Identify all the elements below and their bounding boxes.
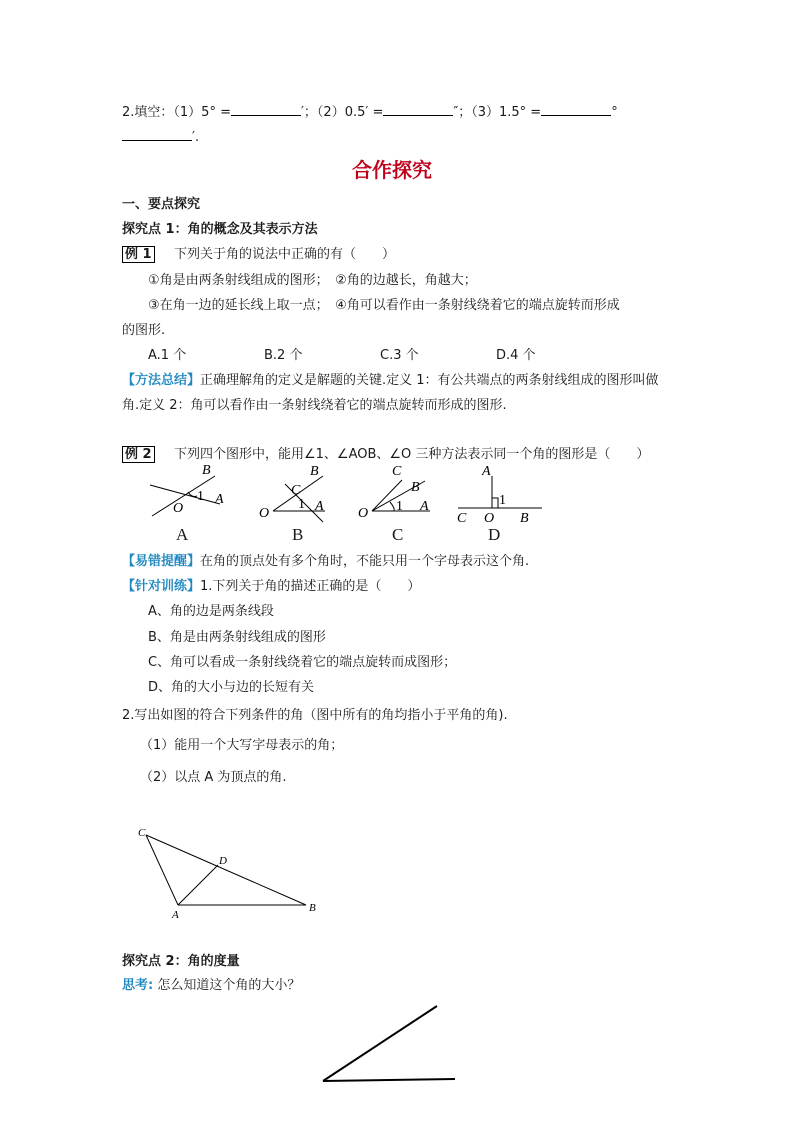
answer-blank [231, 103, 301, 116]
point-label-a: A [172, 909, 179, 921]
summary-text-2: 角.定义 2：角可以看作由一条射线绕着它的端点旋转而形成的图形. [122, 398, 507, 413]
tip-text: 在角的顶点处有多个角时，不能只用一个字母表示这个角. [200, 554, 530, 569]
section-heading: 一、要点探究 [122, 197, 201, 212]
option-b: B.2 个 [264, 348, 303, 363]
option-d: D.4 个 [496, 348, 536, 363]
summary-text: 正确理解角的定义是解题的关键.定义 1：有公共端点的两条射线组成的图形叫做 [200, 373, 659, 388]
point-label-c: C [457, 511, 467, 526]
point-label-c: C [138, 827, 146, 839]
answer-blank [122, 128, 192, 141]
think-tag: 思考: [122, 978, 154, 993]
figure-label-b: B [292, 525, 304, 544]
angle-label-1: 1 [197, 489, 204, 504]
point-label-o: O [358, 506, 369, 521]
fill-in-question [122, 101, 618, 120]
training-option: D、角的大小与边的长短有关 [148, 680, 315, 695]
angle-drawing [315, 1000, 465, 1090]
point-label-a: A [215, 492, 224, 507]
point-label-o: O [173, 501, 184, 516]
angle-label-1: 1 [298, 497, 305, 512]
page-title: 合作探究 [352, 158, 432, 182]
example-tag: 例 1 [122, 246, 155, 263]
answer-blank [383, 103, 453, 116]
training-q2: 2.写出如图的符合下列条件的角（图中所有的角均指小于平角的角). [122, 708, 508, 723]
example-tag: 例 2 [122, 446, 155, 463]
think [122, 974, 300, 993]
training-option: B、角是由两条射线组成的图形 [148, 630, 326, 645]
method-summary [122, 369, 659, 388]
angle-figures [140, 458, 560, 528]
example-1-stem: 下列关于角的说法中正确的有（ ） [174, 247, 396, 262]
think-text: 怎么知道这个角的大小？ [157, 978, 301, 993]
fill-unit: ′；（2）0.5′ = [300, 105, 384, 120]
summary-tag: 【方法总结】 [122, 373, 201, 388]
figure-a [150, 476, 220, 516]
point-label-c: C [291, 483, 301, 498]
point-label-a: A [482, 464, 491, 479]
error-tip [122, 550, 529, 569]
point-label-a: A [315, 499, 324, 514]
fill-in-continuation [122, 128, 199, 145]
training-option: C、角可以看成一条射线绕着它的端点旋转而成图形； [148, 655, 457, 670]
fill-unit: ′. [192, 130, 200, 145]
point-label-b: B [202, 463, 211, 478]
option-a: A.1 个 [148, 348, 187, 363]
statement-line: ①角是由两条射线组成的图形； ②角的边越长，角越大； [148, 273, 477, 288]
fill-question-text: 2.填空：（1）5° = [122, 105, 231, 120]
training-q1: 1.下列关于角的描述正确的是（ ） [200, 579, 421, 594]
angle-label-1: 1 [499, 493, 506, 508]
fill-unit: ″；（3）1.5° = [453, 105, 542, 120]
example-2-stem: 下列四个图形中，能用∠1、∠AOB、∠O 三种方法表示同一个角的图形是（ ） [174, 447, 650, 462]
statement-line: ③在角一边的延长线上取一点； ④角可以看作由一条射线绕着它的端点旋转而形成 [148, 298, 620, 313]
training-q2-part1: （1）能用一个大写字母表示的角； [140, 738, 344, 753]
training-tag: 【针对训练】 [122, 579, 201, 594]
figure-label-d: D [488, 525, 501, 544]
point-label-b: B [520, 511, 529, 526]
training [122, 575, 420, 594]
angle-label-1: 1 [396, 499, 403, 514]
point-heading-2: 探究点 2：角的度量 [122, 954, 240, 969]
answer-blank [541, 103, 611, 116]
point-label-b: B [310, 464, 319, 479]
training-option: A、角的边是两条线段 [148, 604, 274, 619]
point-label-b: B [411, 480, 420, 495]
point-label-c: C [392, 464, 402, 479]
statement-line: 的图形. [122, 323, 166, 338]
point-label-b: B [309, 902, 316, 914]
point-label-o: O [484, 511, 495, 526]
point-label-d: D [219, 855, 227, 867]
tip-tag: 【易错提醒】 [122, 554, 201, 569]
training-q2-part2: （2）以点 A 为顶点的角. [140, 770, 287, 785]
fill-unit: ° [611, 105, 618, 120]
example-1 [122, 243, 155, 262]
figure-label-a: A [176, 525, 189, 544]
point-label-a: A [420, 499, 429, 514]
figure-label-c: C [392, 525, 404, 544]
point-heading: 探究点 1：角的概念及其表示方法 [122, 222, 318, 237]
point-label-o: O [259, 506, 270, 521]
option-c: C.3 个 [380, 348, 419, 363]
triangle-figure [130, 822, 330, 922]
